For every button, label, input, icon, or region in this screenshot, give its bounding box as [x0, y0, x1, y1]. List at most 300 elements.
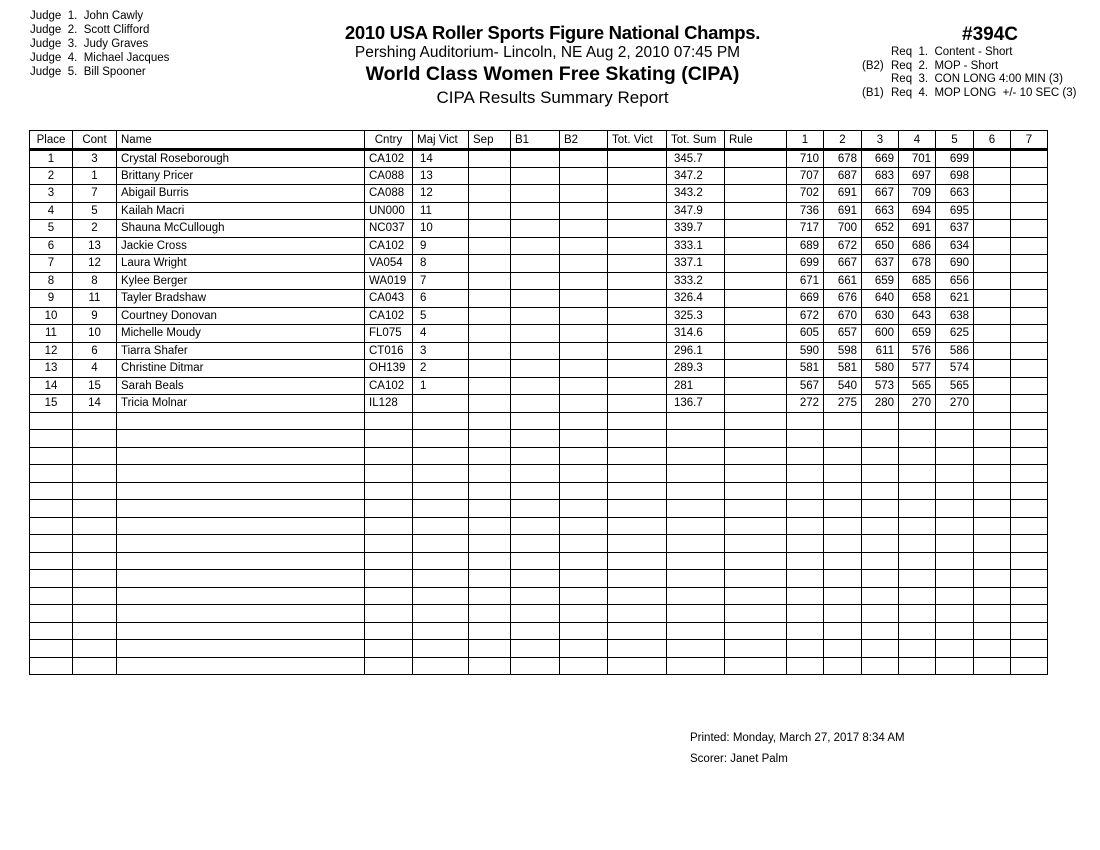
cell-maj-vict: 10	[413, 220, 469, 238]
cell-rule	[725, 325, 787, 343]
cell-judge-1: 689	[787, 237, 824, 255]
table-body	[30, 150, 1048, 675]
table-row	[30, 395, 1048, 413]
cell-place: 13	[30, 360, 73, 378]
cell-name: Shauna McCullough	[117, 220, 365, 238]
cell-cntry: CA102	[365, 377, 413, 395]
req-prefix: (B2)	[862, 59, 884, 72]
empty-cell	[560, 622, 608, 640]
empty-cell	[511, 447, 560, 465]
cell-judge-4: 686	[899, 237, 936, 255]
empty-cell	[1011, 622, 1048, 640]
empty-cell	[73, 640, 117, 658]
empty-cell	[469, 657, 511, 675]
empty-cell	[824, 500, 862, 518]
empty-cell	[73, 552, 117, 570]
empty-cell	[365, 465, 413, 483]
cell-rule	[725, 237, 787, 255]
empty-cell	[936, 535, 974, 553]
cell-tot-vict	[608, 255, 667, 273]
empty-cell	[30, 430, 73, 448]
empty-cell	[117, 605, 365, 623]
cell-judge-6	[974, 395, 1011, 413]
judge-line	[30, 23, 169, 37]
cell-judge-7	[1011, 237, 1048, 255]
cell-judge-5: 574	[936, 360, 974, 378]
cell-cont: 5	[73, 202, 117, 220]
judge-name: Michael Jacques	[83, 52, 170, 64]
cell-rule	[725, 360, 787, 378]
cell-place: 1	[30, 150, 73, 168]
empty-row	[30, 447, 1048, 465]
cell-maj-vict	[413, 395, 469, 413]
empty-row	[30, 657, 1048, 675]
empty-cell	[365, 570, 413, 588]
cell-maj-vict: 3	[413, 342, 469, 360]
cell-b1	[511, 237, 560, 255]
judge-label: Judge 4.	[30, 52, 78, 64]
empty-cell	[862, 640, 899, 658]
table-row	[30, 272, 1048, 290]
table-header	[30, 131, 1048, 150]
cell-b1	[511, 360, 560, 378]
cell-judge-2: 670	[824, 307, 862, 325]
empty-cell	[725, 447, 787, 465]
cell-tot-vict	[608, 325, 667, 343]
cell-judge-4: 697	[899, 167, 936, 185]
empty-cell	[824, 535, 862, 553]
empty-cell	[862, 657, 899, 675]
cell-name: Jackie Cross	[117, 237, 365, 255]
cell-tot-sum: 289.3	[667, 360, 725, 378]
cell-place: 4	[30, 202, 73, 220]
column-header-judge-6: 6	[974, 131, 1011, 150]
cell-tot-sum: 333.2	[667, 272, 725, 290]
empty-cell	[936, 500, 974, 518]
cell-cont: 13	[73, 237, 117, 255]
empty-cell	[117, 640, 365, 658]
empty-cell	[73, 587, 117, 605]
empty-cell	[787, 552, 824, 570]
empty-cell	[899, 447, 936, 465]
cell-cntry: IL128	[365, 395, 413, 413]
cell-judge-5: 699	[936, 150, 974, 168]
empty-cell	[667, 587, 725, 605]
cell-judge-4: 685	[899, 272, 936, 290]
cell-maj-vict: 11	[413, 202, 469, 220]
empty-cell	[30, 535, 73, 553]
cell-cntry: CA102	[365, 307, 413, 325]
empty-cell	[725, 657, 787, 675]
empty-cell	[469, 605, 511, 623]
empty-cell	[30, 465, 73, 483]
cell-judge-7	[1011, 167, 1048, 185]
empty-cell	[30, 570, 73, 588]
cell-b2	[560, 377, 608, 395]
judge-line	[30, 9, 169, 23]
empty-cell	[1011, 517, 1048, 535]
cell-judge-7	[1011, 220, 1048, 238]
empty-cell	[787, 605, 824, 623]
cell-tot-vict	[608, 185, 667, 203]
cell-judge-7	[1011, 272, 1048, 290]
empty-cell	[862, 535, 899, 553]
cell-rule	[725, 377, 787, 395]
header-row	[30, 131, 1048, 150]
cell-b2	[560, 325, 608, 343]
empty-cell	[365, 605, 413, 623]
empty-cell	[725, 535, 787, 553]
empty-cell	[974, 447, 1011, 465]
cell-judge-3: 580	[862, 360, 899, 378]
judge-name: John Cawly	[83, 10, 144, 22]
cell-b2	[560, 290, 608, 308]
cell-tot-vict	[608, 395, 667, 413]
req-prefix	[855, 73, 891, 87]
cell-tot-sum: 347.9	[667, 202, 725, 220]
empty-cell	[974, 465, 1011, 483]
cell-tot-sum: 314.6	[667, 325, 725, 343]
empty-cell	[469, 430, 511, 448]
empty-cell	[413, 570, 469, 588]
empty-cell	[560, 482, 608, 500]
empty-cell	[560, 657, 608, 675]
cell-tot-vict	[608, 377, 667, 395]
cell-maj-vict: 13	[413, 167, 469, 185]
empty-cell	[936, 482, 974, 500]
empty-cell	[974, 587, 1011, 605]
empty-cell	[30, 412, 73, 430]
empty-cell	[560, 430, 608, 448]
cell-judge-6	[974, 377, 1011, 395]
empty-cell	[787, 517, 824, 535]
empty-cell	[1011, 535, 1048, 553]
cell-b2	[560, 220, 608, 238]
empty-cell	[117, 430, 365, 448]
cell-judge-1: 669	[787, 290, 824, 308]
empty-cell	[824, 447, 862, 465]
cell-rule	[725, 167, 787, 185]
column-header-name: Name	[117, 131, 365, 150]
cell-judge-3: 640	[862, 290, 899, 308]
empty-cell	[511, 535, 560, 553]
cell-judge-6	[974, 307, 1011, 325]
empty-cell	[667, 605, 725, 623]
empty-cell	[1011, 657, 1048, 675]
empty-cell	[117, 587, 365, 605]
cell-judge-7	[1011, 360, 1048, 378]
column-header-b1: B1	[511, 131, 560, 150]
cell-sep	[469, 360, 511, 378]
cell-judge-4: 576	[899, 342, 936, 360]
cell-judge-4: 678	[899, 255, 936, 273]
cell-name: Sarah Beals	[117, 377, 365, 395]
cell-judge-1: 736	[787, 202, 824, 220]
judge-name: Scott Clifford	[83, 24, 150, 36]
empty-cell	[413, 657, 469, 675]
column-header-cntry: Cntry	[365, 131, 413, 150]
cell-cont: 2	[73, 220, 117, 238]
empty-cell	[608, 640, 667, 658]
column-header-sep: Sep	[469, 131, 511, 150]
cell-cntry: CA102	[365, 237, 413, 255]
cell-cntry: CT016	[365, 342, 413, 360]
cell-judge-4: 701	[899, 150, 936, 168]
cell-b1	[511, 342, 560, 360]
printed-timestamp: Printed: Monday, March 27, 2017 8:34 AM	[690, 732, 905, 744]
empty-cell	[974, 500, 1011, 518]
empty-row	[30, 622, 1048, 640]
empty-cell	[725, 587, 787, 605]
cell-judge-5: 656	[936, 272, 974, 290]
cell-judge-3: 669	[862, 150, 899, 168]
cell-judge-6	[974, 185, 1011, 203]
empty-cell	[787, 482, 824, 500]
cell-sep	[469, 167, 511, 185]
empty-cell	[560, 605, 608, 623]
empty-cell	[1011, 587, 1048, 605]
cell-tot-sum: 326.4	[667, 290, 725, 308]
cell-sep	[469, 255, 511, 273]
empty-cell	[608, 587, 667, 605]
empty-cell	[30, 657, 73, 675]
empty-cell	[469, 570, 511, 588]
cell-maj-vict: 9	[413, 237, 469, 255]
cell-judge-3: 667	[862, 185, 899, 203]
empty-cell	[413, 500, 469, 518]
cell-judge-7	[1011, 185, 1048, 203]
empty-cell	[824, 640, 862, 658]
cell-sep	[469, 220, 511, 238]
empty-cell	[73, 412, 117, 430]
cell-name: Courtney Donovan	[117, 307, 365, 325]
empty-cell	[30, 605, 73, 623]
table-row	[30, 342, 1048, 360]
empty-cell	[560, 517, 608, 535]
empty-row	[30, 570, 1048, 588]
cell-judge-1: 272	[787, 395, 824, 413]
cell-tot-vict	[608, 290, 667, 308]
empty-cell	[667, 657, 725, 675]
cell-b1	[511, 255, 560, 273]
cell-cont: 15	[73, 377, 117, 395]
cell-b2	[560, 360, 608, 378]
empty-cell	[117, 622, 365, 640]
empty-cell	[30, 482, 73, 500]
cell-name: Crystal Roseborough	[117, 150, 365, 168]
empty-row	[30, 412, 1048, 430]
cell-rule	[725, 202, 787, 220]
empty-cell	[73, 622, 117, 640]
empty-cell	[899, 500, 936, 518]
empty-cell	[974, 430, 1011, 448]
empty-cell	[511, 517, 560, 535]
empty-cell	[73, 500, 117, 518]
cell-b2	[560, 272, 608, 290]
requirement-line	[855, 60, 1095, 74]
empty-cell	[30, 447, 73, 465]
empty-cell	[824, 657, 862, 675]
empty-cell	[469, 552, 511, 570]
cell-judge-1: 702	[787, 185, 824, 203]
empty-cell	[511, 570, 560, 588]
empty-cell	[30, 517, 73, 535]
table-row	[30, 202, 1048, 220]
empty-cell	[974, 517, 1011, 535]
cell-judge-4: 659	[899, 325, 936, 343]
empty-cell	[365, 412, 413, 430]
empty-cell	[117, 517, 365, 535]
empty-cell	[608, 552, 667, 570]
cell-judge-6	[974, 272, 1011, 290]
cell-cont: 9	[73, 307, 117, 325]
judge-line	[30, 65, 169, 79]
empty-cell	[608, 570, 667, 588]
empty-cell	[511, 552, 560, 570]
cell-judge-3: 280	[862, 395, 899, 413]
empty-cell	[787, 430, 824, 448]
cell-rule	[725, 307, 787, 325]
cell-judge-2: 667	[824, 255, 862, 273]
cell-sep	[469, 185, 511, 203]
cell-maj-vict: 6	[413, 290, 469, 308]
empty-cell	[469, 535, 511, 553]
cell-tot-sum: 333.1	[667, 237, 725, 255]
cell-judge-3: 659	[862, 272, 899, 290]
cell-judge-1: 707	[787, 167, 824, 185]
cell-place: 10	[30, 307, 73, 325]
cell-judge-2: 657	[824, 325, 862, 343]
empty-cell	[725, 482, 787, 500]
cell-judge-5: 634	[936, 237, 974, 255]
cell-sep	[469, 150, 511, 168]
empty-cell	[667, 500, 725, 518]
empty-cell	[725, 605, 787, 623]
empty-cell	[608, 447, 667, 465]
requirement-line	[855, 46, 1095, 60]
empty-cell	[974, 570, 1011, 588]
table-row	[30, 185, 1048, 203]
cell-maj-vict: 1	[413, 377, 469, 395]
cell-tot-vict	[608, 167, 667, 185]
empty-cell	[511, 482, 560, 500]
cell-tot-sum: 325.3	[667, 307, 725, 325]
empty-cell	[365, 482, 413, 500]
cell-judge-3: 652	[862, 220, 899, 238]
table-row	[30, 220, 1048, 238]
cell-judge-7	[1011, 290, 1048, 308]
cell-judge-2: 672	[824, 237, 862, 255]
cell-cntry: OH139	[365, 360, 413, 378]
cell-b2	[560, 237, 608, 255]
cell-tot-vict	[608, 342, 667, 360]
cell-judge-2: 691	[824, 185, 862, 203]
empty-cell	[899, 570, 936, 588]
empty-cell	[725, 465, 787, 483]
report-title: CIPA Results Summary Report	[436, 88, 669, 107]
cell-judge-2: 598	[824, 342, 862, 360]
cell-rule	[725, 185, 787, 203]
cell-judge-3: 611	[862, 342, 899, 360]
empty-cell	[974, 535, 1011, 553]
empty-cell	[824, 570, 862, 588]
empty-row	[30, 517, 1048, 535]
cell-judge-3: 637	[862, 255, 899, 273]
cell-judge-4: 691	[899, 220, 936, 238]
cell-b2	[560, 150, 608, 168]
cell-judge-3: 683	[862, 167, 899, 185]
empty-row	[30, 430, 1048, 448]
cell-place: 5	[30, 220, 73, 238]
empty-cell	[725, 430, 787, 448]
cell-rule	[725, 272, 787, 290]
empty-cell	[413, 640, 469, 658]
cell-b1	[511, 395, 560, 413]
cell-judge-7	[1011, 150, 1048, 168]
cell-name: Kailah Macri	[117, 202, 365, 220]
cell-judge-3: 650	[862, 237, 899, 255]
empty-cell	[899, 552, 936, 570]
cell-cntry: VA054	[365, 255, 413, 273]
column-header-tot-vict: Tot. Vict	[608, 131, 667, 150]
empty-cell	[365, 622, 413, 640]
cell-place: 6	[30, 237, 73, 255]
cell-judge-6	[974, 237, 1011, 255]
empty-cell	[469, 517, 511, 535]
cell-cont: 6	[73, 342, 117, 360]
judge-line	[30, 37, 169, 51]
cell-judge-3: 630	[862, 307, 899, 325]
empty-cell	[899, 465, 936, 483]
empty-cell	[862, 465, 899, 483]
empty-cell	[667, 482, 725, 500]
cell-cntry: WA019	[365, 272, 413, 290]
empty-cell	[365, 447, 413, 465]
empty-cell	[787, 657, 824, 675]
empty-cell	[667, 570, 725, 588]
empty-cell	[560, 412, 608, 430]
cell-sep	[469, 307, 511, 325]
empty-cell	[117, 412, 365, 430]
empty-cell	[1011, 500, 1048, 518]
req-prefix	[855, 46, 891, 60]
empty-cell	[787, 447, 824, 465]
empty-cell	[365, 640, 413, 658]
empty-cell	[725, 622, 787, 640]
empty-cell	[608, 430, 667, 448]
empty-cell	[365, 500, 413, 518]
empty-cell	[824, 587, 862, 605]
empty-cell	[608, 622, 667, 640]
cell-sep	[469, 325, 511, 343]
empty-cell	[469, 482, 511, 500]
requirement-line	[855, 87, 1095, 101]
empty-cell	[117, 447, 365, 465]
empty-cell	[899, 517, 936, 535]
empty-cell	[413, 465, 469, 483]
cell-b1	[511, 185, 560, 203]
empty-cell	[725, 552, 787, 570]
empty-cell	[413, 482, 469, 500]
cell-sep	[469, 237, 511, 255]
cell-tot-sum: 296.1	[667, 342, 725, 360]
req-prefix: (B1)	[862, 86, 884, 99]
empty-cell	[725, 412, 787, 430]
empty-cell	[974, 605, 1011, 623]
cell-b2	[560, 185, 608, 203]
empty-cell	[608, 517, 667, 535]
cell-tot-vict	[608, 272, 667, 290]
